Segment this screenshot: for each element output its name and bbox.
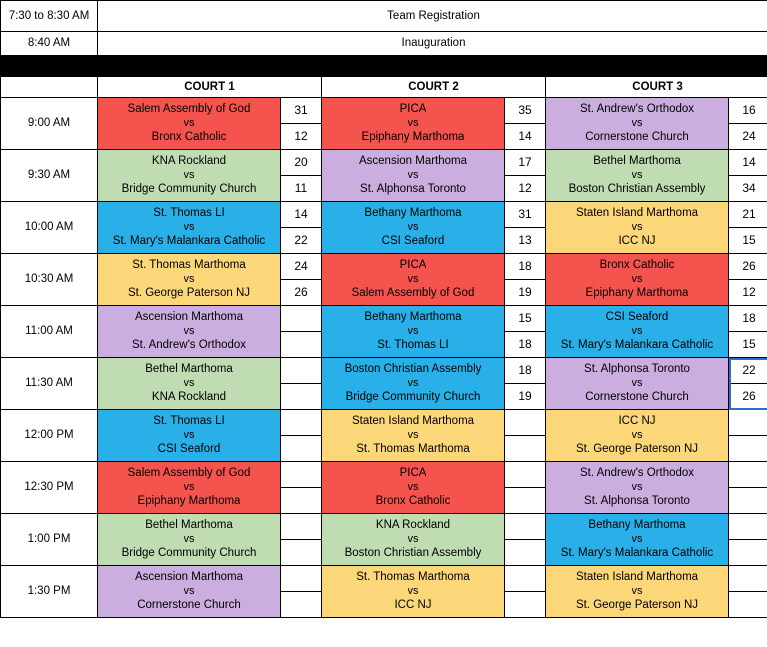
matchup-cell[interactable]	[546, 150, 729, 202]
team-2-name: CSI Seaford	[381, 235, 445, 248]
team-1-name: Bethel Marthoma	[593, 155, 681, 168]
team-1-score[interactable]: 31	[505, 202, 545, 228]
team-2-name: St. George Paterson NJ	[575, 443, 699, 456]
inauguration-row	[1, 32, 767, 56]
court-1-header: COURT 1	[98, 77, 322, 98]
time-slot: 9:00 AM	[1, 98, 98, 150]
matchup-cell[interactable]	[546, 514, 729, 566]
time-slot: 11:30 AM	[1, 358, 98, 410]
time-slot: 11:00 AM	[1, 306, 98, 358]
team-2-name: ICC NJ	[618, 235, 656, 248]
team-2-score[interactable]	[281, 384, 321, 409]
team-1-score[interactable]: 18	[505, 358, 545, 384]
time-slot: 10:00 AM	[1, 202, 98, 254]
vs-label: vs	[407, 168, 419, 181]
team-2-score[interactable]	[729, 436, 767, 461]
score-cell[interactable]	[281, 254, 322, 306]
time-slot: 9:30 AM	[1, 150, 98, 202]
team-2-name: Bronx Catholic	[151, 131, 227, 144]
team-1-name: Salem Assembly of God	[127, 103, 251, 116]
vs-label: vs	[183, 584, 195, 597]
team-2-name: St. Alphonsa Toronto	[360, 183, 466, 196]
team-2-name: St. Mary's Malankara Catholic	[112, 235, 266, 248]
matchup-cell[interactable]	[546, 410, 729, 462]
team-2-score[interactable]: 12	[294, 129, 308, 143]
team-1-name: KNA Rockland	[151, 155, 227, 168]
vs-label: vs	[183, 116, 195, 129]
matchup-cell[interactable]	[98, 514, 281, 566]
team-1-score[interactable]: 35	[505, 98, 545, 124]
team-2-name: Epiphany Marthoma	[137, 495, 241, 508]
team-1-score[interactable]: 16	[729, 98, 767, 124]
vs-label: vs	[183, 272, 195, 285]
score-cell[interactable]	[505, 514, 546, 566]
score-cell[interactable]	[729, 462, 767, 514]
score-cell[interactable]	[729, 150, 767, 202]
team-1-score[interactable]: 15	[505, 306, 545, 332]
score-cell[interactable]	[281, 202, 322, 254]
matchup-cell[interactable]	[98, 306, 281, 358]
time-slot: 1:30 PM	[1, 566, 98, 618]
team-2-name: ICC NJ	[394, 599, 432, 612]
team-2-score[interactable]: 22	[294, 233, 308, 247]
team-1-name: St. Alphonsa Toronto	[584, 363, 690, 376]
team-1-name: PICA	[399, 259, 427, 272]
team-2-score[interactable]	[281, 436, 321, 461]
matchup-cell[interactable]	[322, 150, 505, 202]
matchup-cell[interactable]	[98, 254, 281, 306]
time-slot: 1:00 PM	[1, 514, 98, 566]
inauguration-label: Inauguration	[98, 32, 767, 56]
team-2-score[interactable]	[505, 540, 545, 565]
schedule-row	[1, 410, 767, 462]
score-cell[interactable]	[505, 566, 546, 618]
team-1-score[interactable]: 20	[281, 150, 321, 176]
vs-label: vs	[183, 324, 195, 337]
team-1-score[interactable]: 22	[729, 358, 767, 384]
team-2-score[interactable]	[505, 592, 545, 617]
score-cell[interactable]	[505, 306, 546, 358]
vs-label: vs	[631, 532, 643, 545]
team-2-score[interactable]	[281, 540, 321, 565]
team-1-score[interactable]	[505, 410, 545, 436]
team-1-score[interactable]	[281, 462, 321, 488]
team-2-name: Boston Christian Assembly	[568, 183, 706, 196]
schedule-row	[1, 150, 767, 202]
team-1-name: St. Thomas LI	[153, 415, 225, 428]
team-1-score[interactable]	[281, 410, 321, 436]
matchup-cell[interactable]	[322, 306, 505, 358]
team-2-score[interactable]: 11	[294, 181, 308, 195]
team-2-name: St. Thomas Marthoma	[356, 443, 470, 456]
vs-label: vs	[631, 220, 643, 233]
time-slot: 12:30 PM	[1, 462, 98, 514]
vs-label: vs	[407, 116, 419, 129]
team-1-score[interactable]	[505, 566, 545, 592]
vs-label: vs	[183, 376, 195, 389]
matchup-cell[interactable]	[546, 566, 729, 618]
registration-time: 7:30 to 8:30 AM	[1, 1, 98, 32]
team-1-score[interactable]	[281, 566, 321, 592]
team-1-score[interactable]	[505, 514, 545, 540]
court-header-spacer	[1, 77, 98, 98]
team-2-score[interactable]: 12	[742, 285, 756, 299]
schedule-row	[1, 306, 767, 358]
team-2-name: Salem Assembly of God	[351, 287, 475, 300]
matchup-cell[interactable]	[322, 254, 505, 306]
team-2-name: St. Andrew's Orthodox	[131, 339, 247, 352]
team-2-name: Epiphany Marthoma	[361, 131, 465, 144]
team-2-score[interactable]: 14	[518, 129, 532, 143]
team-2-name: Cornerstone Church	[585, 391, 689, 404]
team-2-name: Cornerstone Church	[585, 131, 689, 144]
team-1-name: KNA Rockland	[375, 519, 451, 532]
schedule-row	[1, 254, 767, 306]
team-1-name: Bethany Marthoma	[588, 519, 686, 532]
schedule-row	[1, 358, 767, 410]
vs-label: vs	[407, 532, 419, 545]
team-2-score[interactable]: 26	[294, 285, 308, 299]
team-2-score[interactable]: 19	[518, 389, 532, 403]
team-2-score[interactable]: 19	[518, 285, 532, 299]
vs-label: vs	[407, 376, 419, 389]
team-1-name: Bethany Marthoma	[364, 207, 462, 220]
schedule-row	[1, 462, 767, 514]
score-cell[interactable]	[729, 514, 767, 566]
team-2-score[interactable]: 13	[518, 233, 532, 247]
matchup-cell[interactable]	[546, 202, 729, 254]
team-1-name: Ascension Marthoma	[134, 571, 244, 584]
team-2-name: KNA Rockland	[151, 391, 227, 404]
team-2-name: Bridge Community Church	[121, 183, 257, 196]
court-header-row	[1, 77, 767, 98]
matchup-cell[interactable]	[546, 358, 729, 410]
matchup-cell[interactable]	[546, 254, 729, 306]
vs-label: vs	[407, 324, 419, 337]
team-2-score[interactable]	[281, 592, 321, 617]
score-cell[interactable]	[281, 462, 322, 514]
vs-label: vs	[407, 272, 419, 285]
team-1-score[interactable]: 14	[281, 202, 321, 228]
team-1-name: St. Andrew's Orthodox	[579, 467, 695, 480]
time-slot: 12:00 PM	[1, 410, 98, 462]
team-1-score[interactable]: 21	[729, 202, 767, 228]
vs-label: vs	[631, 324, 643, 337]
score-cell[interactable]	[505, 254, 546, 306]
matchup-cell[interactable]	[98, 202, 281, 254]
team-2-name: Bridge Community Church	[121, 547, 257, 560]
vs-label: vs	[183, 480, 195, 493]
team-2-name: St. Alphonsa Toronto	[584, 495, 690, 508]
team-1-score[interactable]: 18	[505, 254, 545, 280]
team-1-name: Boston Christian Assembly	[344, 363, 482, 376]
score-cell[interactable]	[505, 202, 546, 254]
matchup-cell[interactable]	[322, 566, 505, 618]
team-2-score[interactable]	[281, 488, 321, 513]
team-2-score[interactable]	[281, 332, 321, 357]
matchup-cell[interactable]	[98, 566, 281, 618]
vs-label: vs	[183, 532, 195, 545]
team-1-name: CSI Seaford	[605, 311, 669, 324]
team-2-name: CSI Seaford	[157, 443, 221, 456]
team-1-name: St. Andrew's Orthodox	[579, 103, 695, 116]
matchup-cell[interactable]	[546, 98, 729, 150]
team-1-name: Staten Island Marthoma	[575, 207, 699, 220]
court-2-header: COURT 2	[322, 77, 546, 98]
vs-label: vs	[183, 428, 195, 441]
vs-label: vs	[631, 272, 643, 285]
matchup-cell[interactable]	[98, 358, 281, 410]
score-cell[interactable]	[505, 410, 546, 462]
team-2-score[interactable]	[505, 488, 545, 513]
team-1-score[interactable]	[281, 306, 321, 332]
team-2-score[interactable]: 24	[742, 129, 756, 143]
schedule-row	[1, 566, 767, 618]
team-2-score[interactable]	[729, 540, 767, 565]
score-cell[interactable]	[729, 358, 767, 410]
team-2-score[interactable]	[505, 436, 545, 461]
team-2-name: St. Thomas LI	[377, 339, 449, 352]
vs-label: vs	[183, 220, 195, 233]
score-cell[interactable]	[281, 514, 322, 566]
team-1-name: PICA	[399, 467, 427, 480]
team-1-name: Ascension Marthoma	[134, 311, 244, 324]
registration-label: Team Registration	[98, 1, 767, 32]
team-1-score[interactable]: 24	[281, 254, 321, 280]
time-slot: 10:30 AM	[1, 254, 98, 306]
score-cell[interactable]	[281, 566, 322, 618]
matchup-cell[interactable]	[98, 98, 281, 150]
team-1-name: Ascension Marthoma	[358, 155, 468, 168]
team-1-name: St. Thomas LI	[153, 207, 225, 220]
matchup-cell[interactable]	[322, 202, 505, 254]
team-1-name: Salem Assembly of God	[127, 467, 251, 480]
team-2-name: Boston Christian Assembly	[344, 547, 482, 560]
matchup-cell[interactable]	[546, 306, 729, 358]
team-1-score[interactable]	[505, 462, 545, 488]
score-cell[interactable]	[729, 98, 767, 150]
team-2-name: St. Mary's Malankara Catholic	[560, 339, 714, 352]
team-1-name: Bethel Marthoma	[145, 363, 233, 376]
vs-label: vs	[631, 480, 643, 493]
score-cell[interactable]	[729, 254, 767, 306]
team-1-name: Bethel Marthoma	[145, 519, 233, 532]
team-2-score[interactable]: 15	[742, 233, 756, 247]
schedule-row	[1, 514, 767, 566]
vs-label: vs	[631, 116, 643, 129]
team-2-score[interactable]	[729, 592, 767, 617]
matchup-cell[interactable]	[322, 462, 505, 514]
vs-label: vs	[631, 584, 643, 597]
team-1-name: Bethany Marthoma	[364, 311, 462, 324]
vs-label: vs	[183, 168, 195, 181]
team-1-score[interactable]: 18	[729, 306, 767, 332]
team-1-score[interactable]: 31	[281, 98, 321, 124]
score-cell[interactable]	[729, 410, 767, 462]
team-1-name: Staten Island Marthoma	[575, 571, 699, 584]
team-1-score[interactable]	[281, 514, 321, 540]
team-2-score[interactable]: 18	[518, 337, 532, 351]
team-2-name: St. George Paterson NJ	[127, 287, 251, 300]
team-1-name: Bronx Catholic	[599, 259, 675, 272]
team-1-name: St. Thomas Marthoma	[356, 571, 470, 584]
vs-label: vs	[407, 428, 419, 441]
score-cell[interactable]	[505, 358, 546, 410]
score-cell[interactable]	[729, 306, 767, 358]
matchup-cell[interactable]	[322, 410, 505, 462]
team-1-score[interactable]	[281, 358, 321, 384]
vs-label: vs	[631, 168, 643, 181]
team-1-name: ICC NJ	[618, 415, 656, 428]
team-2-name: Bronx Catholic	[375, 495, 451, 508]
matchup-cell[interactable]	[546, 462, 729, 514]
court-3-header: COURT 3	[546, 77, 767, 98]
score-cell[interactable]	[281, 150, 322, 202]
team-2-name: Cornerstone Church	[137, 599, 241, 612]
score-cell[interactable]	[281, 306, 322, 358]
matchup-cell[interactable]	[98, 462, 281, 514]
matchup-cell[interactable]	[98, 410, 281, 462]
matchup-cell[interactable]	[98, 150, 281, 202]
score-cell[interactable]	[505, 150, 546, 202]
schedule-row	[1, 98, 767, 150]
vs-label: vs	[407, 584, 419, 597]
team-1-score[interactable]	[729, 462, 767, 488]
team-2-score[interactable]: 12	[518, 181, 532, 195]
team-1-score[interactable]: 14	[729, 150, 767, 176]
inauguration-time: 8:40 AM	[1, 32, 98, 56]
matchup-cell[interactable]	[322, 514, 505, 566]
team-2-name: St. Mary's Malankara Catholic	[560, 547, 714, 560]
team-1-score[interactable]	[729, 566, 767, 592]
team-1-score[interactable]: 26	[729, 254, 767, 280]
matchup-cell[interactable]	[322, 98, 505, 150]
vs-label: vs	[631, 376, 643, 389]
team-1-name: Staten Island Marthoma	[351, 415, 475, 428]
team-1-name: PICA	[399, 103, 427, 116]
mens-playoffs-banner: MEN'S PLAYOFFS	[1, 56, 767, 77]
team-1-score[interactable]	[729, 514, 767, 540]
team-1-score[interactable]	[729, 410, 767, 436]
score-cell[interactable]	[281, 98, 322, 150]
score-cell[interactable]	[505, 462, 546, 514]
vs-label: vs	[631, 428, 643, 441]
matchup-cell[interactable]	[322, 358, 505, 410]
schedule-row	[1, 202, 767, 254]
vs-label: vs	[407, 220, 419, 233]
team-1-name: St. Thomas Marthoma	[132, 259, 246, 272]
team-2-name: Epiphany Marthoma	[585, 287, 689, 300]
team-2-score[interactable]: 34	[742, 181, 756, 195]
registration-row	[1, 1, 767, 32]
team-2-name: Bridge Community Church	[345, 391, 481, 404]
score-cell[interactable]	[281, 410, 322, 462]
score-cell[interactable]	[729, 566, 767, 618]
team-1-score[interactable]: 17	[505, 150, 545, 176]
team-2-score[interactable]: 26	[742, 389, 756, 403]
team-2-name: St. George Paterson NJ	[575, 599, 699, 612]
score-cell[interactable]	[729, 202, 767, 254]
team-2-score[interactable]: 15	[742, 337, 756, 351]
banner-row	[1, 56, 767, 77]
schedule-body	[1, 1, 767, 618]
vs-label: vs	[407, 480, 419, 493]
score-cell[interactable]	[505, 98, 546, 150]
team-2-score[interactable]	[729, 488, 767, 513]
score-cell[interactable]	[281, 358, 322, 410]
